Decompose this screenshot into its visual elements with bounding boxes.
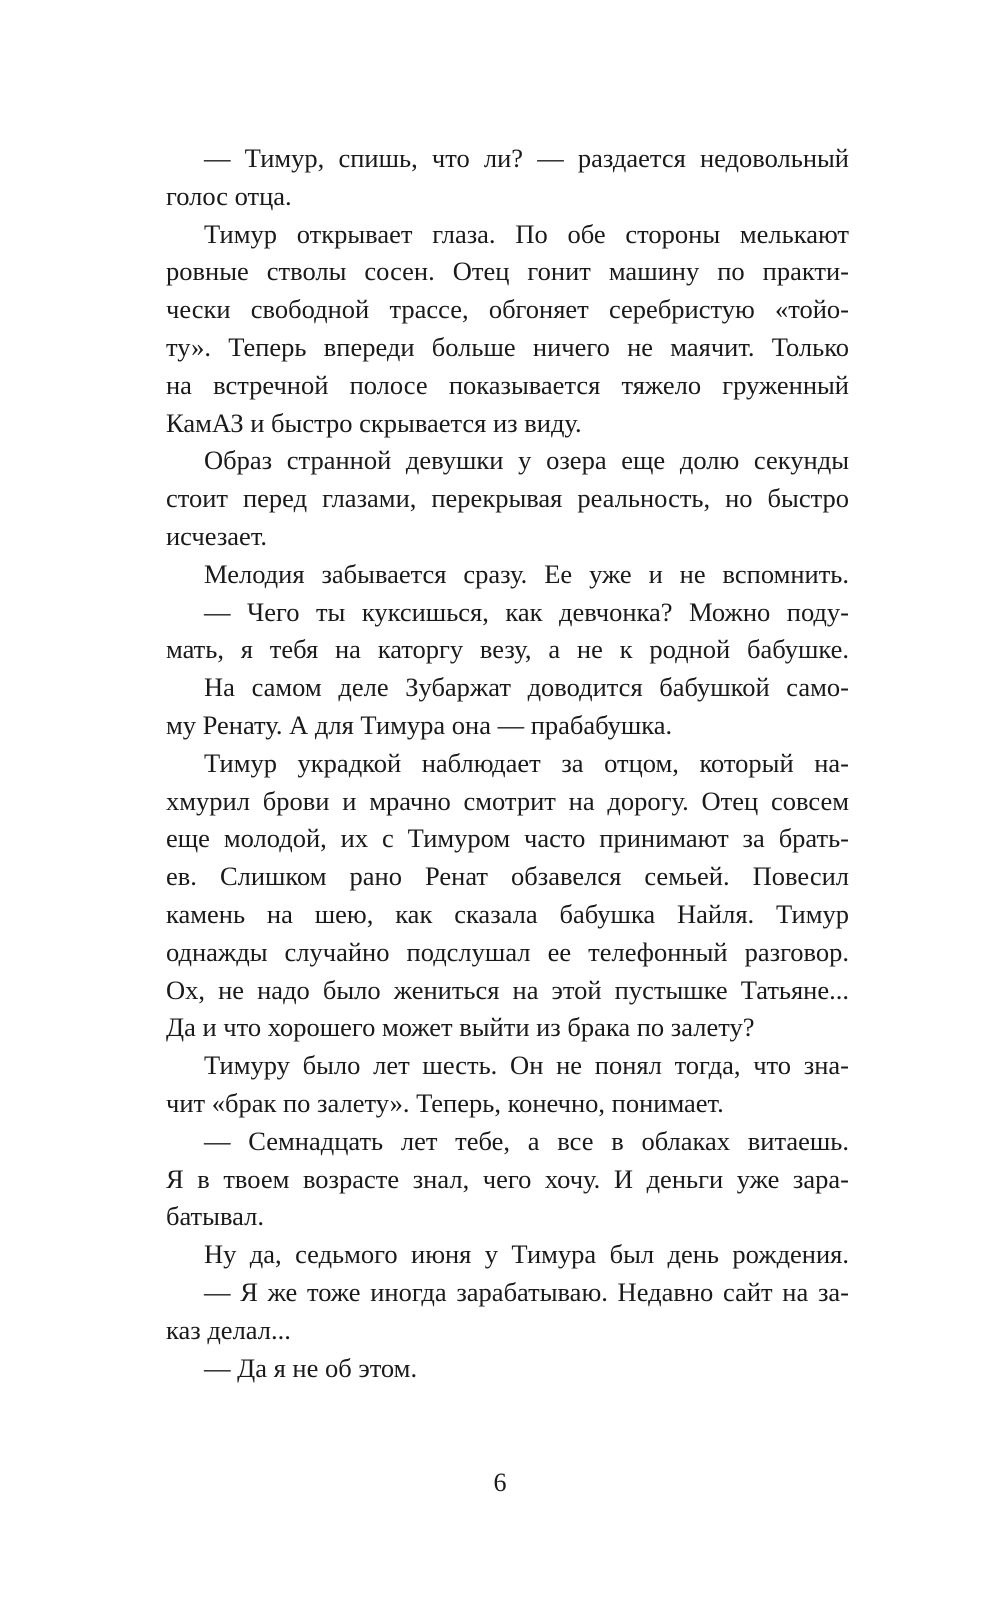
text-line: хмурил брови и мрачно смотрит на дорогу. Отец совсем <box>166 785 849 816</box>
text-line: Тимуру было лет шесть. Он не понял тогда, что зна- <box>204 1050 849 1081</box>
text-line: чески свободной трассе, обгоняет серебристую «тойо- <box>166 294 849 325</box>
page-text <box>166 140 849 1387</box>
text-line: исчезает. <box>166 520 268 551</box>
text-line: — Тимур, спишь, что ли? — раздается недовольный <box>204 143 849 173</box>
text-line: Образ странной девушки у озера еще долю секунды <box>204 445 849 476</box>
text-line: каз делал... <box>166 1314 291 1345</box>
text-line: чит «брак по залету». Теперь, конечно, понимает. <box>166 1087 724 1118</box>
text-line: На самом деле Зубаржат доводится бабушкой само- <box>204 672 849 703</box>
text-line: Да и что хорошего может выйти из брака по залету? <box>166 1012 755 1043</box>
text-line: ев. Слишком рано Ренат обзавелся семьей. Повесил <box>166 861 849 892</box>
text-line: еще молодой, их с Тимуром часто принимают за брать- <box>166 823 849 854</box>
text-line: Тимур открывает глаза. По обе стороны мелькают <box>204 218 849 249</box>
text-line: Ох, не надо было жениться на этой пустышке Татьяне... <box>166 974 849 1005</box>
text-line: стоит перед глазами, перекрывая реальность, но быстро <box>166 483 849 514</box>
text-line: батывал. <box>166 1201 264 1232</box>
text-line: камень на шею, как сказала бабушка Найля. Тимур <box>166 898 849 929</box>
text-line: му Ренату. А для Тимура она — прабабушка. <box>166 709 673 740</box>
text-line: Тимур украдкой наблюдает за отцом, который на- <box>204 747 849 778</box>
text-line: мать, я тебя на каторгу везу, а не к родной бабушке. <box>166 634 849 665</box>
text-line: ровные стволы сосен. Отец гонит машину по практи- <box>166 256 849 287</box>
text-line: — Чего ты куксишься, как девчонка? Можно поду- <box>204 596 849 627</box>
text-line: — Я же тоже иногда зарабатываю. Недавно сайт на за- <box>204 1276 849 1307</box>
text-line: Ну да, седьмого июня у Тимура был день рождения. <box>204 1239 849 1270</box>
text-line: голос отца. <box>166 180 292 211</box>
text-line: ту». Теперь впереди больше ничего не маячит. Только <box>166 331 849 362</box>
text-line: Я в твоем возрасте знал, чего хочу. И деньги уже зара- <box>166 1163 849 1194</box>
text-line: — Семнадцать лет тебе, а все в облаках витаешь. <box>204 1125 849 1156</box>
text-line: КамАЗ и быстро скрывается из виду. <box>166 407 582 438</box>
text-line: — Да я не об этом. <box>204 1352 418 1383</box>
text-line: однажды случайно подслушал ее телефонный разговор. <box>166 936 849 967</box>
page-number: 6 <box>493 1468 507 1497</box>
text-line: на встречной полосе показывается тяжело груженный <box>166 369 849 400</box>
text-line: Мелодия забывается сразу. Ее уже и не вспомнить. <box>204 558 849 589</box>
